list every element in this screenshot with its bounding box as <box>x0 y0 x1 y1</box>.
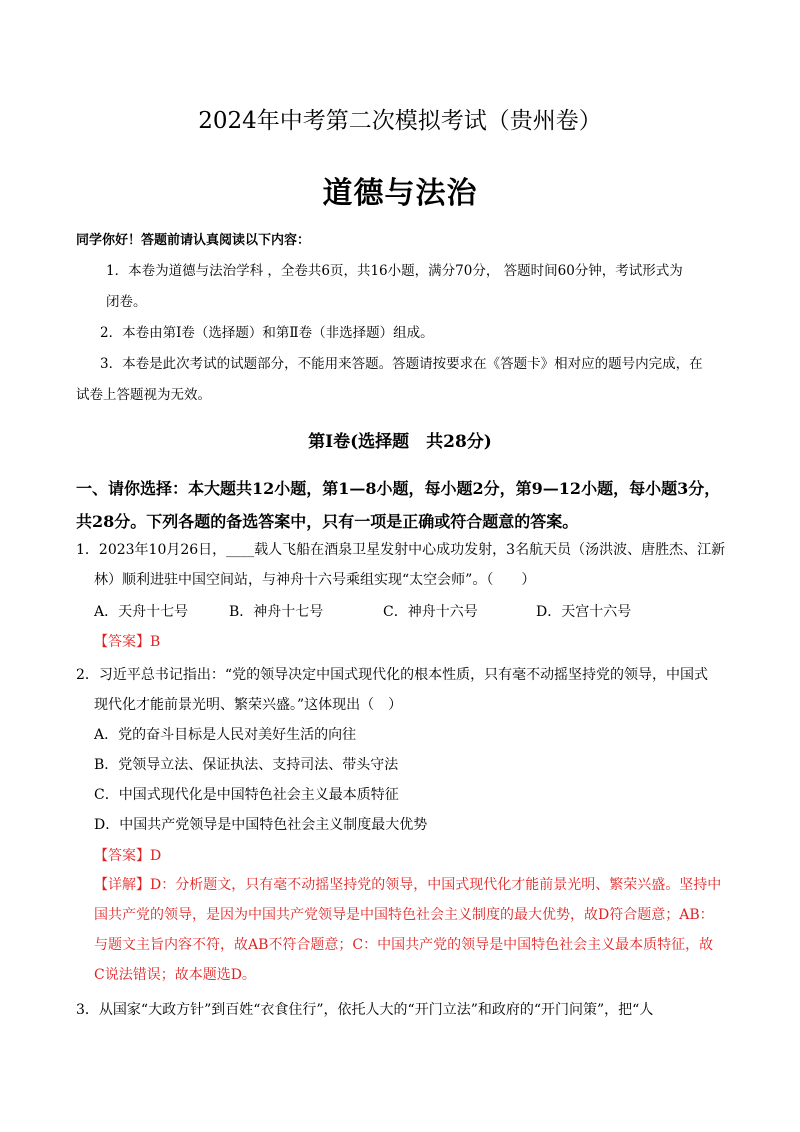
question-3-stem <box>76 995 728 1025</box>
question-2-detail-line-3: 与题文主旨内容不符，故AB不符合题意；C：中国共产党的领导是中国特色社会主义最本质特征，故 <box>94 937 714 953</box>
question-3-line-1: 3．从国家“大政方针”到百姓“衣食住行”，依托人大的“开门立法”和政府的“开门问策”，把“人 <box>76 1002 654 1018</box>
question-2-option-c: C．中国式现代化是中国特色社会主义最本质特征 <box>94 787 399 803</box>
section-title: 第Ⅰ卷(选择题 共28分) <box>308 432 492 452</box>
part-heading <box>76 472 728 538</box>
part-heading-line-2: 共28分。下列各题的备选答案中，只有一项是正确或符合题意的答案。 <box>76 512 579 531</box>
question-2-detail-line-4: C说法错误；故本题选D。 <box>94 967 256 983</box>
question-2-option-b: B．党领导立法、保证执法、支持司法、带头守法 <box>94 757 399 773</box>
instruction-1-line-2: 闭卷。 <box>106 294 147 310</box>
question-2-option-d: D．中国共产党领导是中国特色社会主义制度最大优势 <box>94 817 428 833</box>
instruction-2: 2．本卷由第Ⅰ卷（选择题）和第Ⅱ卷（非选择题）组成。 <box>100 325 434 341</box>
instruction-3-line-1: 3．本卷是此次考试的试题部分，不能用来答题。答题请按要求在《答题卡》相对应的题号内完成，在 <box>100 356 703 372</box>
exam-title: 2024年中考第二次模拟考试（贵州卷） <box>198 108 602 134</box>
question-1-option-a: A．天舟十七号 <box>94 604 189 620</box>
question-1-line-2: 林）顺利进驻中国空间站，与神舟十六号乘组实现“太空会师”。（ ） <box>94 572 536 588</box>
instructions <box>76 256 728 411</box>
question-1-option-d: D．天宫十六号 <box>536 604 632 620</box>
question-1-answer: 【答案】B <box>94 634 161 650</box>
question-2-line-1: 2．习近平总书记指出：“党的领导决定中国式现代化的根本性质，只有毫不动摇坚持党的领导，中国式 <box>76 667 709 683</box>
question-2-line-2: 现代化才能前景光明、繁荣兴盛。”这体现出（ ） <box>94 697 403 713</box>
question-2-answer: 【答案】D <box>94 848 162 864</box>
question-2-stem <box>76 660 728 720</box>
question-2-detail-line-1: 【详解】D：分析题文，只有毫不动摇坚持党的领导，中国式现代化才能前景光明、繁荣兴盛。坚持中 <box>94 877 722 893</box>
subject-title: 道德与法治 <box>322 176 478 211</box>
greeting: 同学你好！答题前请认真阅读以下内容： <box>76 233 311 248</box>
question-1-line-1: 1．2023年10月26日，____载人飞船在酒泉卫星发射中心成功发射，3名航天员（汤洪波、唐胜杰、江新 <box>76 542 726 558</box>
question-2-detail-line-2: 国共产党的领导，是因为中国共产党领导是中国特色社会主义制度的最大优势，故D符合题意；AB： <box>94 907 714 923</box>
question-1-option-c: C．神舟十六号 <box>383 604 478 620</box>
question-1-stem <box>76 535 728 595</box>
question-1-option-b: B．神舟十七号 <box>229 604 324 620</box>
instruction-1-line-1: 1．本卷为道德与法治学科 ，全卷共6页，共16小题，满分70分， 答题时间60分钟，考试形式为 <box>106 263 683 279</box>
instruction-3-line-2: 试卷上答题视为无效。 <box>76 387 211 403</box>
part-heading-line-1: 一、请你选择：本大题共12小题，第1—8小题，每小题2分，第9—12小题，每小题3分， <box>76 479 721 498</box>
question-2-detail <box>94 870 732 990</box>
question-2-option-a: A．党的奋斗目标是人民对美好生活的向往 <box>94 727 357 743</box>
